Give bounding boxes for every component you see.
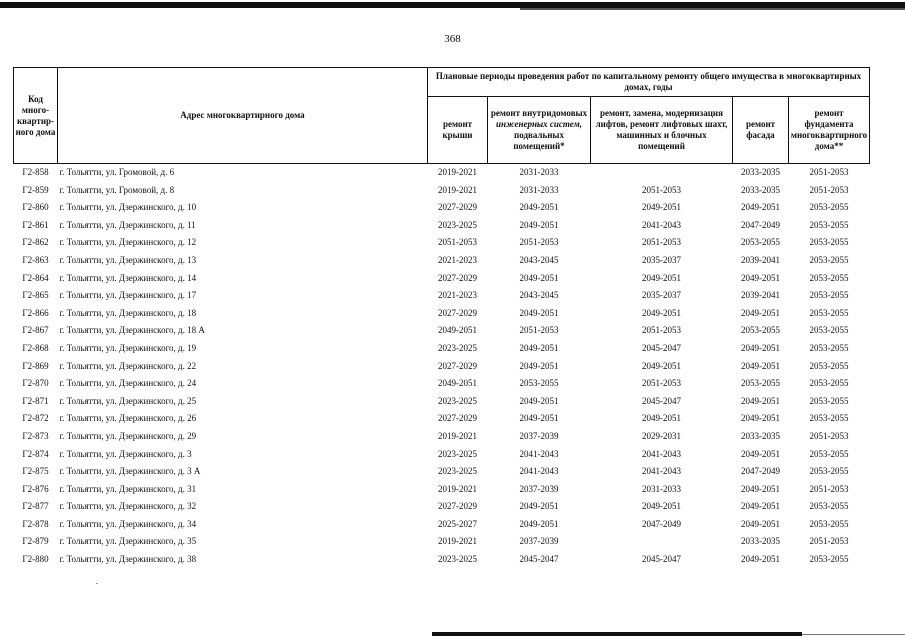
header-systems-pre: ремонт внутридомовых — [490, 108, 588, 118]
cell-roof: 2049-2051 — [438, 378, 477, 389]
page-number: 368 — [444, 33, 461, 45]
cell-facade: 2049-2051 — [741, 342, 780, 353]
table-row — [14, 252, 870, 270]
table-row — [14, 340, 870, 358]
cell-facade: 2039-2041 — [741, 254, 780, 265]
bottom-scan-border — [432, 632, 802, 636]
cell-address: г. Тольятти, ул. Дзержинского, д. 3 — [59, 448, 192, 459]
header-systems — [488, 97, 591, 164]
cell-facade: 2049-2051 — [741, 518, 780, 529]
cell-code: Г2-866 — [22, 307, 49, 318]
cell-foundation: 2053-2055 — [809, 448, 849, 459]
cell-lifts: 2035-2037 — [642, 254, 681, 265]
cell-roof: 2019-2021 — [438, 184, 477, 195]
cell-foundation: 2051-2053 — [809, 167, 849, 177]
cell-lifts: 2035-2037 — [642, 290, 681, 301]
cell-systems: 2041-2043 — [519, 466, 559, 477]
table-row — [14, 182, 870, 200]
cell-systems: 2051-2053 — [519, 325, 559, 336]
table-row — [14, 463, 870, 481]
cell-code: Г2-871 — [22, 395, 49, 406]
cell-roof: 2027-2029 — [438, 360, 477, 371]
cell-systems: 2049-2051 — [519, 360, 559, 371]
cell-lifts: 2049-2051 — [642, 501, 681, 512]
table-row — [14, 481, 870, 499]
cell-foundation: 2053-2055 — [809, 237, 849, 248]
cell-code: Г2-863 — [22, 254, 49, 265]
cell-code: Г2-858 — [22, 167, 49, 177]
cell-facade: 2049-2051 — [741, 413, 780, 424]
cell-facade: 2047-2049 — [741, 466, 780, 477]
cell-address: г. Тольятти, ул. Дзержинского, д. 25 — [59, 395, 197, 406]
cell-address: г. Тольятти, ул. Дзержинского, д. 17 — [59, 290, 197, 301]
cell-lifts: 2051-2053 — [642, 325, 681, 336]
cell-code: Г2-859 — [22, 184, 49, 195]
cell-roof: 2027-2029 — [438, 202, 477, 213]
cell-systems: 2051-2053 — [519, 237, 559, 248]
cell-code: Г2-873 — [22, 430, 49, 441]
table-row — [14, 428, 870, 446]
table-row — [14, 393, 870, 411]
cell-facade: 2053-2055 — [741, 237, 780, 248]
table-row — [14, 498, 870, 516]
cell-code: Г2-865 — [22, 290, 49, 301]
cell-roof: 2019-2021 — [438, 167, 477, 177]
cell-systems: 2049-2051 — [519, 342, 559, 353]
cell-systems: 2049-2051 — [519, 272, 559, 283]
cell-facade: 2049-2051 — [741, 307, 780, 318]
cell-lifts: 2029-2031 — [642, 430, 681, 441]
cell-lifts: 2045-2047 — [642, 554, 681, 565]
header-roof: ремонт крыши — [428, 97, 488, 164]
cell-address: г. Тольятти, ул. Дзержинского, д. 29 — [59, 430, 197, 441]
cell-foundation: 2053-2055 — [809, 378, 849, 389]
cell-address: г. Тольятти, ул. Дзержинского, д. 11 — [59, 219, 196, 230]
cell-foundation: 2053-2055 — [809, 395, 849, 406]
cell-systems: 2043-2045 — [519, 254, 559, 265]
cell-address: г. Тольятти, ул. Дзержинского, д. 38 — [59, 554, 197, 565]
cell-facade: 2053-2055 — [741, 325, 780, 336]
cell-code: Г2-870 — [22, 378, 49, 389]
cell-address: г. Тольятти, ул. Дзержинского, д. 3 А — [59, 466, 201, 477]
cell-roof: 2019-2021 — [438, 430, 477, 441]
cell-foundation: 2053-2055 — [809, 342, 849, 353]
cell-facade: 2033-2035 — [741, 430, 780, 441]
cell-facade: 2039-2041 — [741, 290, 780, 301]
cell-systems: 2049-2051 — [519, 219, 559, 230]
cell-foundation: 2053-2055 — [809, 325, 849, 336]
cell-code: Г2-880 — [22, 554, 49, 565]
cell-lifts — [591, 164, 733, 182]
cell-systems: 2049-2051 — [519, 518, 559, 529]
header-periods-group: Плановые периоды проведения работ по капитальному ремонту общего имущества в многоквартирных домах, годы — [428, 68, 870, 97]
cell-code: Г2-876 — [22, 483, 49, 494]
cell-lifts: 2041-2043 — [642, 448, 681, 459]
cell-roof: 2049-2051 — [438, 325, 477, 336]
cell-facade: 2033-2035 — [741, 167, 780, 177]
cell-roof: 2027-2029 — [438, 501, 477, 512]
cell-lifts: 2051-2053 — [642, 237, 681, 248]
cell-lifts: 2049-2051 — [642, 272, 681, 283]
cell-systems: 2031-2033 — [519, 167, 559, 177]
cell-address: г. Тольятти, ул. Дзержинского, д. 18 — [59, 307, 197, 318]
cell-facade: 2049-2051 — [741, 272, 780, 283]
table-row — [14, 199, 870, 217]
cell-address: г. Тольятти, ул. Дзержинского, д. 13 — [59, 254, 197, 265]
cell-lifts: 2045-2047 — [642, 342, 681, 353]
table-row — [14, 234, 870, 252]
cell-code: Г2-872 — [22, 413, 49, 424]
cell-systems: 2037-2039 — [519, 536, 559, 547]
cell-code: Г2-860 — [22, 202, 49, 213]
cell-foundation: 2053-2055 — [809, 466, 849, 477]
cell-roof: 2027-2029 — [438, 272, 477, 283]
table-row — [14, 164, 870, 182]
cell-foundation: 2053-2055 — [809, 360, 849, 371]
cell-systems: 2043-2045 — [519, 290, 559, 301]
cell-roof: 2023-2025 — [438, 466, 477, 477]
cell-code: Г2-867 — [22, 325, 49, 336]
cell-systems: 2049-2051 — [519, 501, 559, 512]
cell-systems: 2049-2051 — [519, 307, 559, 318]
header-systems-italic: инженерных систем, — [496, 119, 582, 129]
cell-foundation: 2053-2055 — [809, 290, 849, 301]
cell-systems: 2049-2051 — [519, 413, 559, 424]
cell-facade: 2049-2051 — [741, 483, 780, 494]
cell-address: г. Тольятти, ул. Дзержинского, д. 12 — [59, 237, 197, 248]
cell-foundation: 2051-2053 — [809, 536, 849, 547]
cell-code: Г2-879 — [22, 536, 49, 547]
cell-address: г. Тольятти, ул. Дзержинского, д. 19 — [59, 342, 197, 353]
cell-systems: 2045-2047 — [519, 554, 559, 565]
cell-roof: 2021-2023 — [438, 290, 477, 301]
header-systems-post: подвальных помещений* — [513, 130, 565, 151]
cell-code: Г2-875 — [22, 466, 49, 477]
cell-roof: 2019-2021 — [438, 483, 477, 494]
table-row — [14, 287, 870, 305]
cell-roof: 2019-2021 — [438, 536, 477, 547]
cell-lifts: 2049-2051 — [642, 307, 681, 318]
cell-lifts: 2051-2053 — [642, 184, 681, 195]
cell-foundation: 2053-2055 — [809, 518, 849, 529]
cell-facade: 2049-2051 — [741, 448, 780, 459]
cell-address: г. Тольятти, ул. Дзержинского, д. 14 — [59, 272, 197, 283]
cell-lifts: 2031-2033 — [642, 483, 681, 494]
cell-code: Г2-861 — [22, 219, 49, 230]
cell-foundation: 2051-2053 — [809, 483, 849, 494]
cell-address: г. Тольятти, ул. Дзержинского, д. 32 — [59, 501, 197, 512]
cell-foundation: 2053-2055 — [809, 272, 849, 283]
cell-address: г. Тольятти, ул. Дзержинского, д. 34 — [59, 518, 197, 529]
table-row — [14, 358, 870, 376]
table-row — [14, 551, 870, 569]
table-row — [14, 270, 870, 288]
cell-lifts: 2041-2043 — [642, 219, 681, 230]
table-row — [14, 410, 870, 428]
cell-lifts — [591, 533, 733, 551]
cell-systems: 2053-2055 — [519, 378, 559, 389]
cell-foundation: 2053-2055 — [809, 307, 849, 318]
cell-address: г. Тольятти, ул. Громовой, д. 6 — [59, 167, 175, 177]
cell-facade: 2047-2049 — [741, 219, 780, 230]
table-row — [14, 375, 870, 393]
cell-systems: 2049-2051 — [519, 395, 559, 406]
cell-address: г. Тольятти, ул. Громовой, д. 8 — [59, 184, 175, 195]
cell-foundation: 2053-2055 — [809, 501, 849, 512]
header-foundation: ремонт фундамента многоквартирного дома** — [789, 97, 870, 164]
top-scan-border-shadow — [520, 8, 905, 10]
cell-foundation: 2053-2055 — [809, 554, 849, 565]
cell-address: г. Тольятти, ул. Дзержинского, д. 22 — [59, 360, 197, 371]
cell-systems: 2041-2043 — [519, 448, 559, 459]
cell-code: Г2-877 — [22, 501, 49, 512]
table-row — [14, 446, 870, 464]
cell-roof: 2027-2029 — [438, 413, 477, 424]
cell-roof: 2023-2025 — [438, 219, 477, 230]
cell-roof: 2023-2025 — [438, 342, 477, 353]
cell-roof: 2023-2025 — [438, 554, 477, 565]
cell-foundation: 2051-2053 — [809, 184, 849, 195]
cell-lifts: 2049-2051 — [642, 202, 681, 213]
cell-lifts: 2047-2049 — [642, 518, 681, 529]
cell-code: Г2-874 — [22, 448, 49, 459]
cell-roof: 2051-2053 — [438, 237, 477, 248]
cell-lifts: 2049-2051 — [642, 413, 681, 424]
repair-schedule-table — [13, 67, 870, 569]
cell-address: г. Тольятти, ул. Дзержинского, д. 26 — [59, 413, 197, 424]
cell-foundation: 2053-2055 — [809, 202, 849, 213]
cell-facade: 2049-2051 — [741, 554, 780, 565]
cell-address: г. Тольятти, ул. Дзержинского, д. 35 — [59, 536, 197, 547]
cell-roof: 2023-2025 — [438, 448, 477, 459]
cell-systems: 2031-2033 — [519, 184, 559, 195]
table-row — [14, 217, 870, 235]
table-row — [14, 322, 870, 340]
cell-facade: 2053-2055 — [741, 378, 780, 389]
table-row — [14, 305, 870, 323]
cell-code: Г2-864 — [22, 272, 49, 283]
cell-facade: 2033-2035 — [741, 536, 780, 547]
bottom-scan-border-thin — [802, 634, 905, 635]
cell-roof: 2023-2025 — [438, 395, 477, 406]
table-row — [14, 516, 870, 534]
cell-lifts: 2051-2053 — [642, 378, 681, 389]
scan-speck — [96, 583, 98, 584]
cell-roof: 2027-2029 — [438, 307, 477, 318]
cell-address: г. Тольятти, ул. Дзержинского, д. 10 — [59, 202, 197, 213]
cell-facade: 2049-2051 — [741, 501, 780, 512]
cell-code: Г2-862 — [22, 237, 49, 248]
table-body — [14, 164, 870, 569]
cell-facade: 2049-2051 — [741, 360, 780, 371]
cell-foundation: 2053-2055 — [809, 413, 849, 424]
cell-roof: 2021-2023 — [438, 254, 477, 265]
cell-facade: 2033-2035 — [741, 184, 780, 195]
cell-lifts: 2049-2051 — [642, 360, 681, 371]
cell-address: г. Тольятти, ул. Дзержинского, д. 24 — [59, 378, 197, 389]
cell-address: г. Тольятти, ул. Дзержинского, д. 31 — [59, 483, 197, 494]
cell-address: г. Тольятти, ул. Дзержинского, д. 18 А — [59, 325, 205, 336]
cell-facade: 2049-2051 — [741, 395, 780, 406]
cell-systems: 2049-2051 — [519, 202, 559, 213]
cell-systems: 2037-2039 — [519, 483, 559, 494]
cell-facade: 2049-2051 — [741, 202, 780, 213]
cell-lifts: 2041-2043 — [642, 466, 681, 477]
cell-code: Г2-869 — [22, 360, 49, 371]
cell-foundation: 2051-2053 — [809, 430, 849, 441]
cell-systems: 2037-2039 — [519, 430, 559, 441]
table-row — [14, 533, 870, 551]
header-code: Код много-квартир-ного дома — [14, 68, 58, 164]
cell-foundation: 2053-2055 — [809, 219, 849, 230]
cell-roof: 2025-2027 — [438, 518, 477, 529]
header-address: Адрес многоквартирного дома — [58, 68, 428, 164]
cell-lifts: 2045-2047 — [642, 395, 681, 406]
header-lifts: ремонт, замена, модернизация лифтов, ремонт лифтовых шахт, машинных и блочных помещений — [591, 97, 733, 164]
header-facade: ремонт фасада — [733, 97, 789, 164]
cell-code: Г2-868 — [22, 342, 49, 353]
cell-foundation: 2053-2055 — [809, 254, 849, 265]
cell-code: Г2-878 — [22, 518, 49, 529]
